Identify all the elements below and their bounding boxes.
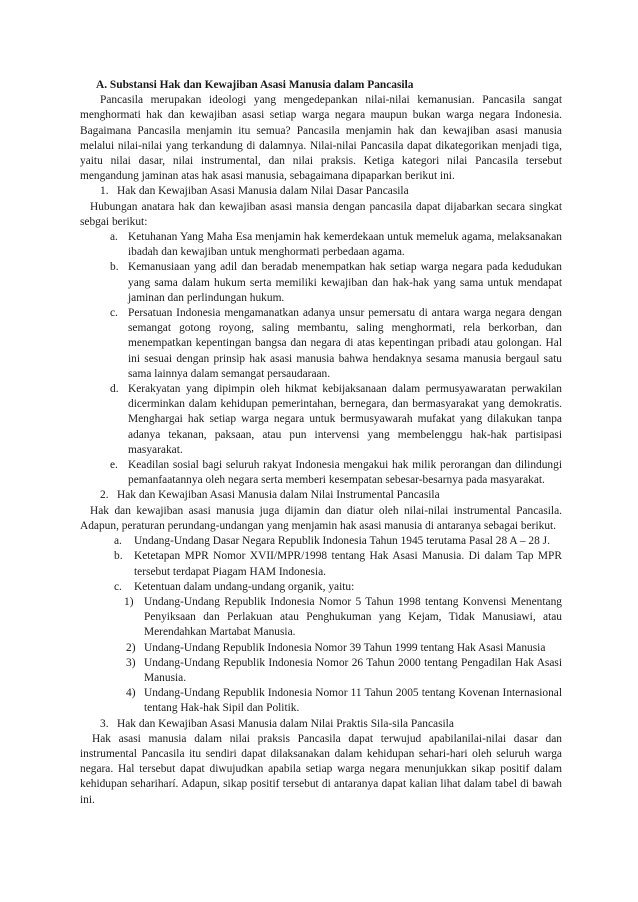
list-item-marker: b.	[110, 261, 119, 274]
sub-list-item-marker: 3)	[126, 656, 136, 669]
sub-list-item	[80, 641, 562, 656]
section-2-marker: 2.	[100, 489, 109, 502]
section-1-title	[80, 184, 562, 199]
list-item	[80, 306, 562, 382]
list-item-marker: a.	[110, 231, 118, 244]
list-item-text: Ketentuan dalam undang-undang organik, yaitu:	[134, 580, 355, 593]
sub-list-item-marker: 2)	[126, 641, 136, 654]
list-item-text: Undang-Undang Dasar Negara Republik Indonesia Tahun 1945 terutama Pasal 28 A – 28 J.	[134, 535, 550, 548]
sub-list-item-text: Undang-Undang Republik Indonesia Nomor 11 Tahun 2005 tentang Kovenan Internasional tentang Hak-hak Sipil dan Politik.	[144, 687, 562, 715]
list-item-text: Kemanusiaan yang adil dan beradab menempatkan hak setiap warga negara pada kedudukan yang sama dalam hukum serta memiliki kewajiban dan hak-hak yang sama untuk mendapat jaminan dan perlindungan hukum.	[128, 261, 562, 304]
section-2-title	[80, 488, 562, 503]
list-item-marker: a.	[114, 535, 122, 548]
section-2-title-text: Hak dan Kewajiban Asasi Manusia dalam Nilai Instrumental Pancasila	[117, 489, 440, 502]
sub-list-item-text: Undang-Undang Republik Indonesia Nomor 26 Tahun 2000 tentang Pengadilan Hak Asasi Manusia.	[144, 656, 562, 684]
list-item	[80, 260, 562, 306]
list-item	[80, 549, 562, 579]
sub-list-item-text: Undang-Undang Republik Indonesia Nomor 5 Tahun 1998 tentang Konvensi Menentang Penyiksaan dan Perlakuan atau Penghukuman yang Kejam, Tidak Manusiawi, atau Merendahkan Martabat Manusia.	[144, 595, 562, 639]
section-3-title-text: Hak dan Kewajiban Asasi Manusia dalam Nilai Praktis Sila-sila Pancasila	[117, 717, 454, 730]
section-3-paragraph: Hak asasi manusia dalam nilai praksis Pancasila dapat terwujud apabilanilai-nilai dasar dan instrumental Pancasila itu sendiri dapat dilaksanakan dalam kehidupan sehari-hari oleh seluruh warga negara. Hal tersebut dapat diwujudkan apabila setiap warga negara menunjukkan sikap positif dalam kehidupan sehariharí. Adapun, sikap positif tersebut di antaranya dapat kalian lihat dalam tabel di bawah ini.	[80, 732, 562, 806]
list-item-marker: c.	[110, 307, 118, 320]
list-item	[80, 382, 562, 458]
list-item-marker: d.	[110, 383, 119, 396]
section-2-paragraph: Hak dan kewajiban asasi manusia juga dijamin dan diatur oleh nilai-nilai instrumental Pancasila. Adapun, peraturan perundang-undangan yang menjamin hak asasi manusia di antaranya sebagai berikut.	[80, 504, 562, 532]
section-3-marker: 3.	[100, 717, 109, 730]
sub-list-item-marker: 1)	[124, 595, 134, 608]
intro-paragraph: Pancasila merupakan ideologi yang mengedepankan nilai-nilai kemanusian. Pancasila sangat menghormati hak dan kewajiban asasi setiap warga negara maupun bukan warga negara Indonesia. Bagaimana Pancasila menjamin itu semua? Pancasila menjamin hak dan kewajiban asasi manusia melalui nilai-nilai yang terkandung di dalamnya. Nilai-nilai Pancasila dapat dikategorikan menjadi tiga, yaitu nilai dasar, nilai instrumental, dan nilai praksis. Ketiga kategori nilai Pancasila tersebut mengandung jaminan atas hak asasi manusia, sebagaimana dipaparkan berikut ini.	[80, 94, 562, 183]
list-item-text: Ketuhanan Yang Maha Esa menjamin hak kemerdekaan untuk memeluk agama, melaksanakan ibadah dan kewajiban untuk menghormati perbedaan agama.	[128, 231, 562, 259]
list-item-text: Kerakyatan yang dipimpin oleh hikmat kebijaksanaan dalam permusyawaratan perwakilan dicerminkan dalam kehidupan pemerintahan, bernegara, dan bermasyarakat yang demokratis. Menghargai hak setiap warga negara untuk bermusyawarah mufakat yang dilakukan tanpa adanya tekanan, paksaan, atau pun intervensi yang membelenggu hak-hak partisipasi masyarakat.	[128, 383, 562, 456]
list-item-marker: b.	[114, 550, 123, 563]
list-item-marker: e.	[110, 459, 118, 472]
section-3-title	[80, 717, 562, 732]
sub-list-item-marker: 4)	[126, 687, 136, 700]
section-1-paragraph: Hubungan anatara hak dan kewajiban asasi mansia dengan pancasila dapat dijabarkan secara singkat sebgai berikut:	[80, 200, 562, 228]
sub-list-item	[80, 595, 562, 641]
list-item-marker: c.	[114, 580, 122, 593]
list-item	[80, 580, 562, 595]
section-1-marker: 1.	[100, 185, 109, 198]
list-item	[80, 458, 562, 488]
list-item-text: Persatuan Indonesia mengamanatkan adanya unsur pemersatu di antara warga negara dengan semangat gotong royong, saling membantu, saling menghormati, rela berkorban, dan menempatkan kepentingan bangsa dan negara di atas kepentingan pribadi atau golongan. Hal ini sesuai dengan prinsip hak asasi manusia bahwa hendaknya sesama manusia bergaul satu sama lainnya dalam semangat persaudaraan.	[128, 307, 562, 380]
sub-list-item	[80, 686, 562, 716]
list-item-text: Ketetapan MPR Nomor XVII/MPR/1998 tentang Hak Asasi Manusia. Di dalam Tap MPR tersebut terdapat Piagam HAM Indonesia.	[134, 550, 562, 578]
list-item-text: Keadilan sosial bagi seluruh rakyat Indonesia mengakui hak milik perorangan dan dilindungi pemanfaatannya oleh negara serta memberi kesempatan sebesar-besarnya pada masyarakat.	[128, 459, 562, 487]
section-heading: A. Substansi Hak dan Kewajiban Asasi Manusia dalam Pancasila	[96, 79, 414, 91]
document-page	[80, 78, 562, 808]
list-item	[80, 230, 562, 260]
section-1-title-text: Hak dan Kewajiban Asasi Manusia dalam Nilai Dasar Pancasila	[117, 185, 409, 198]
sub-list-item-text: Undang-Undang Republik Indonesia Nomor 39 Tahun 1999 tentang Hak Asasi Manusia	[144, 641, 546, 654]
list-item	[80, 534, 562, 549]
sub-list-item	[80, 656, 562, 686]
